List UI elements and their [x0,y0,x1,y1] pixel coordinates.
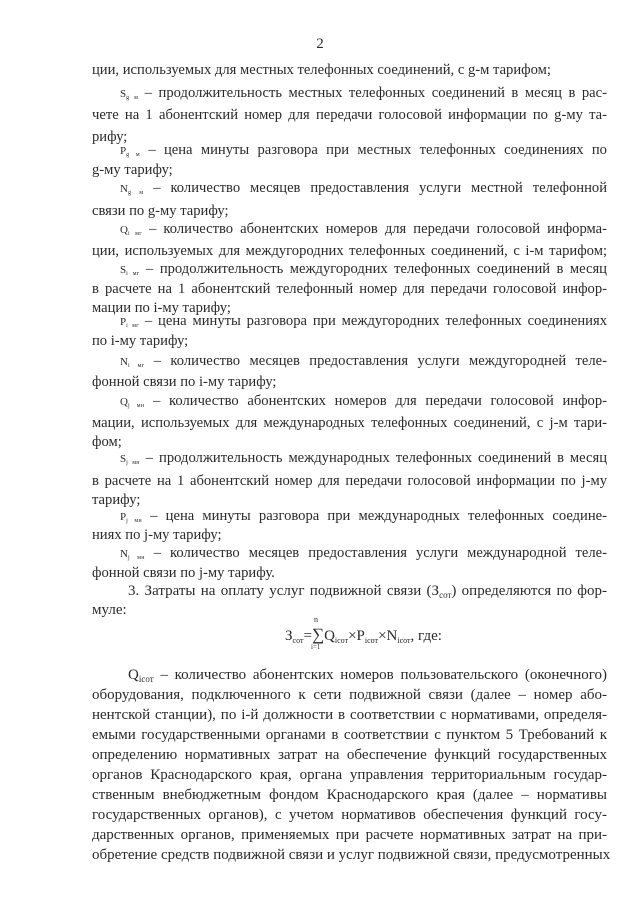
formula-factor-q-subscript: iсот [334,636,349,645]
definition-text: – продолжительность международных телефонных соединений в месяц [145,450,608,466]
symbol-subscript: g м [126,95,139,101]
q-subscript: iсот [138,674,154,684]
formula-factor-q: Q [324,628,335,644]
definition-text: – цена минуты разговора при международных телефонных соедине- [150,508,608,524]
definition-line [120,220,607,243]
definition-line [120,84,607,107]
symbol-subscript: j мн [126,460,140,466]
symbol-subscript: g м [126,152,140,158]
symbol-subscript: j мн [126,518,143,524]
definition-line: фонной связи по i-му тарифу; [92,374,277,390]
formula [285,615,442,651]
formula-equals: = [303,628,312,644]
symbol-subscript: i мг [127,363,145,369]
q-definition-line: оборудования, подключенного к сети подвижной связи (далее – номер або- [92,687,607,703]
symbol: P [120,316,127,328]
definition-line: ции, используемых для местных телефонных соединений, с g-м тарифом; [92,62,551,78]
symbol-subscript: g м [127,190,144,196]
sum-sign [310,615,325,651]
q-definition-line: ственным внебюджетным фондом Краснодарского края (далее – нормативы [92,787,607,803]
definition-line [120,179,607,202]
definition-line: фом; [92,434,122,450]
definition-line: чете на 1 абонентский номер для передачи голосовой информации по g-му та- [92,107,607,123]
formula-lhs-subscript: сот [292,636,304,645]
formula-factor-n: N [386,628,398,644]
definition-line [120,352,607,375]
symbol-subscript: j мн [127,555,145,561]
definition-text: – количество абонентских номеров для передачи голосовой инфор- [153,393,608,409]
q-definition-line: емыми государственными органами в соответствии с пунктом 5 Требований к [92,727,607,743]
definition-line [120,449,607,472]
definition-text: – продолжительность местных телефонных соединений в месяц в рас- [144,85,607,101]
definition-text: – количество месяцев предоставления услуги междугородней теле- [153,353,607,369]
definition-line: тарифу; [92,492,141,508]
symbol: P [120,511,127,523]
sum-lower-limit: i=1 [310,643,321,651]
definition-text: – количество месяцев предоставления услуги местной телефонной [153,180,608,196]
formula-tail: , где: [410,628,442,644]
q-symbol: Q [128,667,139,683]
definition-line: в расчете на 1 абонентский номер для передачи голосовой информации по j-му [92,473,607,489]
symbol-subscript: i мг [126,271,140,277]
section-3-text: 3. Затраты на оплату услуг подвижной связи (З [128,583,440,599]
formula-times: × [378,628,387,644]
definition-line: ниях по j-му тарифу; [92,527,222,543]
symbol: S [120,88,127,100]
section-3-line: муле: [92,602,127,618]
definition-text: – количество месяцев предоставления услуги международной теле- [153,545,607,561]
symbol-subscript: j мн [127,403,145,409]
definition-text: – количество абонентских номеров для передачи голосовой информа- [149,221,608,237]
formula-factor-p: P [356,628,365,644]
q-definition-text: – количество абонентских номеров пользовательского (оконечного) [153,667,607,683]
definition-text: – продолжительность междугородних телефонных соединений в месяц [146,261,607,277]
sum-upper-limit: n [313,615,318,624]
definition-line: ции, используемых для междугородних телефонных соединений, с i-м тарифом; [92,243,607,259]
definition-line: фонной связи по j-му тарифу. [92,565,275,581]
q-definition-line: органов Краснодарского края, органа управления территориальным государ- [92,767,607,783]
section-3-subscript: сот [439,590,452,600]
q-definition-line: дарственных органов, применяемых при расчете нормативных затрат на при- [92,827,607,843]
definition-line: g-му тарифу; [92,162,173,178]
formula-factor-p-subscript: iсот [364,636,379,645]
q-definition-line: нентской станции), по i-й должности в соответствии с нормативами, определя- [92,707,607,723]
definition-line: связи по g-му тарифу; [92,203,229,219]
symbol: N [120,183,128,195]
symbol: S [120,453,127,465]
definition-line: по i-му тарифу; [92,333,189,349]
definition-line: рифу; [92,129,128,145]
q-definition-line: обретение средств подвижной связи и услуг подвижной связи, предусмотренных [92,847,611,863]
symbol: Q [120,224,128,236]
definition-line: мации, используемых для международных телефонных соединений, с j-м тари- [92,415,607,431]
symbol: Q [120,396,128,408]
page-number: 2 [316,36,324,52]
symbol: N [120,548,128,560]
sigma-symbol: ∑ [311,625,325,644]
formula-times: × [348,628,357,644]
definition-line [120,392,607,415]
q-definition-line: определению нормативных затрат на обеспечение функций государственных [92,747,607,763]
section-3-text-tail: ) определяются по фор- [451,583,607,599]
definition-line: мации по i-му тарифу; [92,300,231,316]
symbol: N [120,356,128,368]
q-definition-line: государственных органов), с учетом нормативов обеспечения функций госу- [92,807,607,823]
symbol: P [120,145,127,157]
symbol-subscript: i мг [126,323,139,329]
definition-line: в расчете на 1 абонентский телефонный номер для передачи голосовой инфор- [92,281,607,297]
formula-factor-n-subscript: iсот [397,636,411,645]
symbol-subscript: i мг [127,231,142,237]
formula-lhs: З [285,628,293,644]
definition-text: – цена минуты разговора при местных телефонных соединениях по [148,142,607,158]
symbol: S [120,264,127,276]
definition-text: – цена минуты разговора при междугородних телефонных соединениях [144,313,608,329]
